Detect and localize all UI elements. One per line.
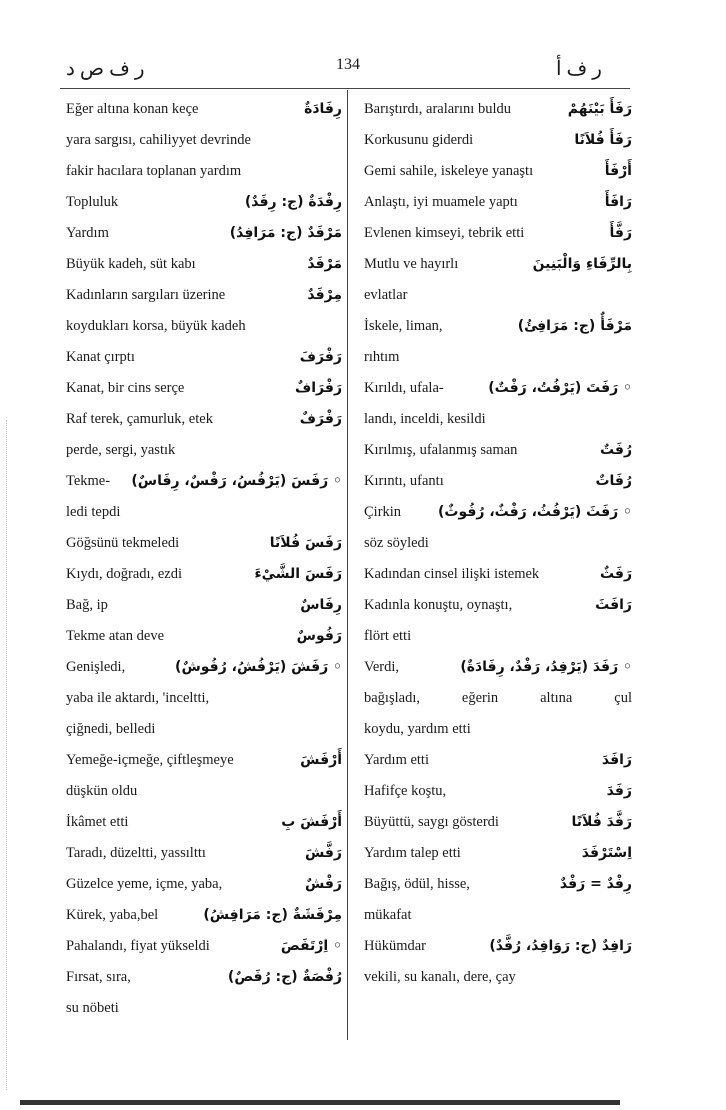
entry-line <box>66 807 342 838</box>
entry-line <box>364 807 632 838</box>
turkish-definition: Kıydı, doğradı, ezdi <box>66 566 182 582</box>
turkish-definition: bağışladı, eğerin altına çul <box>364 690 632 706</box>
scan-edge-bar <box>20 1100 620 1105</box>
turkish-definition: Anlaştı, iyi muamele yaptı <box>364 194 518 210</box>
turkish-definition: İskele, liman, <box>364 318 443 334</box>
turkish-definition: çiğnedi, belledi <box>66 721 156 737</box>
entry-line <box>364 311 632 342</box>
turkish-definition: Genişledi, <box>66 659 126 675</box>
turkish-definition: Raf terek, çamurluk, etek <box>66 411 213 427</box>
arabic-headword: رَفَدَ <box>606 783 632 799</box>
entry-line <box>66 621 342 652</box>
turkish-definition: Korkusunu giderdi <box>364 132 474 148</box>
arabic-headword: رَفَّدَ فُلاَنًا <box>571 814 632 830</box>
arabic-headword: رَافَدَ <box>601 752 632 768</box>
entry-line <box>364 94 632 125</box>
entry-line <box>66 311 342 342</box>
turkish-definition: Barıştırdı, aralarını buldu <box>364 101 511 117</box>
turkish-definition: ledi tepdi <box>66 504 121 520</box>
turkish-definition: Kırılmış, ufalanmış saman <box>364 442 518 458</box>
entry-line <box>66 373 342 404</box>
arabic-headword: رُفْصَةٌ (ج: رُفَصٌ) <box>227 969 342 985</box>
arabic-headword: مِرْفَدٌ <box>307 287 342 303</box>
arabic-headword: رَفْشٌ <box>304 876 342 892</box>
turkish-definition: Büyüttü, saygı gösterdi <box>364 814 499 830</box>
turkish-definition: Gemi sahile, iskeleye yanaştı <box>364 163 534 179</box>
turkish-definition: Verdi, <box>364 659 400 675</box>
turkish-definition: Kırıntı, ufantı <box>364 473 444 489</box>
turkish-definition: Yardım talep etti <box>364 845 461 861</box>
arabic-headword: رَافَأَ <box>604 194 632 210</box>
entry-line <box>66 280 342 311</box>
column-divider <box>347 90 348 1040</box>
entry-line <box>66 776 342 807</box>
entry-line <box>364 869 632 900</box>
entry-line <box>364 559 632 590</box>
header-rule <box>60 88 630 89</box>
entry-line <box>364 187 632 218</box>
entry-line <box>364 404 632 435</box>
arabic-headword: رَفْرَفَ <box>299 349 342 365</box>
entry-line <box>364 962 632 993</box>
entry-line <box>66 404 342 435</box>
turkish-definition: Taradı, düzeltti, yassılttı <box>66 845 206 861</box>
entry-line <box>66 900 342 931</box>
arabic-headword: رِفْدٌ = رَفْدٌ <box>559 876 632 892</box>
entry-line <box>66 962 342 993</box>
turkish-definition: rıhtım <box>364 349 400 365</box>
entry-line <box>66 683 342 714</box>
turkish-definition: Güzelce yeme, içme, yaba, <box>66 876 223 892</box>
arabic-headword: رَفَّأَ <box>609 225 632 241</box>
arabic-headword: رَفَأَ بَيْنَهُمْ <box>567 101 632 117</box>
arabic-headword: ◦ رَفَدَ (يَرْفِدُ، رَفْدٌ، رِفَادَةٌ) <box>460 659 632 675</box>
turkish-definition: Pahalandı, fiyat yükseldi <box>66 938 210 954</box>
turkish-definition: flört etti <box>364 628 412 644</box>
turkish-definition: mükafat <box>364 907 412 923</box>
arabic-headword: رَافِدٌ (ج: رَوَافِدُ، رُفَّدٌ) <box>489 938 632 954</box>
entry-line <box>66 249 342 280</box>
turkish-definition: evlatlar <box>364 287 408 303</box>
entry-line <box>66 497 342 528</box>
turkish-definition: Yardım <box>66 225 109 241</box>
turkish-definition: Bağış, ödül, hisse, <box>364 876 470 892</box>
turkish-definition: Kırıldı, ufala- <box>364 380 444 396</box>
entry-line <box>364 714 632 745</box>
turkish-definition: perde, sergi, yastık <box>66 442 176 458</box>
turkish-definition: Kanat, bir cins serçe <box>66 380 185 396</box>
arabic-headword: أَرْفَأَ <box>604 163 632 179</box>
entry-line <box>364 621 632 652</box>
entry-line <box>66 94 342 125</box>
entry-line <box>364 652 632 683</box>
arabic-headword: رَفَسَ الشَّيْءَ <box>254 566 342 582</box>
entry-line <box>66 931 342 962</box>
turkish-definition: yara sargısı, cahiliyyet devrinde <box>66 132 251 148</box>
entry-line <box>364 373 632 404</box>
entry-line <box>364 156 632 187</box>
turkish-definition: Tekme atan deve <box>66 628 165 644</box>
entry-line <box>364 249 632 280</box>
arabic-headword: ◦ رَفَشَ (يَرْفُشُ، رُفُوشٌ) <box>175 659 342 675</box>
turkish-definition: Göğsünü tekmeledi <box>66 535 180 551</box>
page-edge-dots <box>6 420 8 1090</box>
entry-line <box>66 187 342 218</box>
entry-line <box>364 435 632 466</box>
turkish-definition: Hükümdar <box>364 938 427 954</box>
turkish-definition: Topluluk <box>66 194 119 210</box>
entry-line <box>66 528 342 559</box>
header-right-letters: ر ف أ <box>556 58 602 80</box>
entry-line <box>364 497 632 528</box>
arabic-headword: ◦ اِرْتَفَصَ <box>280 938 342 954</box>
turkish-definition: yaba ile aktardı, 'inceltti, <box>66 690 210 706</box>
arabic-headword: رَفْرَافٌ <box>295 380 342 396</box>
arabic-headword: رِفَاسٌ <box>300 597 342 613</box>
arabic-headword: رَافَثَ <box>595 597 632 613</box>
turkish-definition: Tekme- <box>66 473 111 489</box>
turkish-definition: Büyük kadeh, süt kabı <box>66 256 196 272</box>
turkish-definition: Yardım etti <box>364 752 429 768</box>
page-number: 134 <box>336 56 360 73</box>
entry-line <box>66 156 342 187</box>
entry-line <box>66 745 342 776</box>
entry-line <box>364 342 632 373</box>
entry-line <box>364 466 632 497</box>
turkish-definition: Kanat çırptı <box>66 349 135 365</box>
turkish-definition: koydu, yardım etti <box>364 721 471 737</box>
arabic-headword: ◦ رَفَثَ (يَرْفُثُ، رَفْثٌ، رُفُوثٌ) <box>438 504 632 520</box>
arabic-headword: رَفْرَفٌ <box>299 411 342 427</box>
turkish-definition: Yemeğe-içmeğe, çiftleşmeye <box>66 752 234 768</box>
entry-line <box>364 528 632 559</box>
arabic-headword: مَرْفَدٌ (ج: مَرَافِدُ) <box>229 225 342 241</box>
left-column <box>66 94 342 1024</box>
turkish-definition: Mutlu ve hayırlı <box>364 256 459 272</box>
turkish-definition: vekili, su kanalı, dere, çay <box>364 969 516 985</box>
arabic-headword: رَفَثٌ <box>599 566 632 582</box>
arabic-headword: رِفَادَةٌ <box>304 101 342 117</box>
entry-line <box>364 900 632 931</box>
entry-line <box>364 280 632 311</box>
entry-line <box>364 590 632 621</box>
turkish-definition: İkâmet etti <box>66 814 129 830</box>
arabic-headword: رِفْدَةٌ (ج: رِفَدٌ) <box>244 194 342 210</box>
turkish-definition: Bağ, ip <box>66 597 108 613</box>
arabic-headword: ◦ رَفَتَ (يَرْفُتُ، رَفْتٌ) <box>488 380 632 396</box>
entry-line <box>66 125 342 156</box>
arabic-headword: ◦ رَفَسَ (يَرْفُسُ، رَفْسٌ، رِفَاسٌ) <box>131 473 342 489</box>
entry-line <box>66 590 342 621</box>
turkish-definition: su nöbeti <box>66 1000 119 1016</box>
entry-line <box>364 745 632 776</box>
arabic-headword: أَرْفَشَ <box>300 752 342 768</box>
arabic-headword: مَرْفَدٌ <box>307 256 342 272</box>
entry-line <box>364 218 632 249</box>
arabic-headword: أَرْفَشَ بِ <box>281 814 342 830</box>
right-column <box>364 94 632 993</box>
turkish-definition: Kürek, yaba,bel <box>66 907 159 923</box>
turkish-definition: fakir hacılara toplanan yardım <box>66 163 242 179</box>
entry-line <box>66 869 342 900</box>
arabic-headword: مِرْفَشَةٌ (ج: مَرَافِشُ) <box>203 907 342 923</box>
entry-line <box>66 993 342 1024</box>
entry-line <box>364 683 632 714</box>
arabic-headword: رُفَتٌ <box>599 442 632 458</box>
entry-line <box>66 714 342 745</box>
entry-line <box>66 838 342 869</box>
arabic-headword: رَفَأَ فُلاَنًا <box>574 132 632 148</box>
turkish-definition: söz söyledi <box>364 535 429 551</box>
entry-line <box>66 466 342 497</box>
entry-line <box>66 218 342 249</box>
turkish-definition: Çirkin <box>364 504 402 520</box>
entry-line <box>66 559 342 590</box>
arabic-headword: رَفُوسٌ <box>296 628 342 644</box>
entry-line <box>364 931 632 962</box>
arabic-headword: اِسْتَرْفَدَ <box>581 845 632 861</box>
entry-line <box>364 125 632 156</box>
entry-line <box>364 838 632 869</box>
turkish-definition: düşkün oldu <box>66 783 138 799</box>
turkish-definition: Eğer altına konan keçe <box>66 101 199 117</box>
turkish-definition: koydukları korsa, büyük kadeh <box>66 318 246 334</box>
arabic-headword: مَرْفَأٌ (ج: مَرَافِئُ) <box>517 318 632 334</box>
turkish-definition: Evlenen kimseyi, tebrik etti <box>364 225 525 241</box>
header-left-letters: ر ف ص د <box>66 58 145 80</box>
turkish-definition: Kadınla konuştu, oynaştı, <box>364 597 513 613</box>
arabic-headword: رَفَّشَ <box>304 845 342 861</box>
turkish-definition: Hafifçe koştu, <box>364 783 447 799</box>
turkish-definition: Kadınların sargıları üzerine <box>66 287 226 303</box>
entry-line <box>66 435 342 466</box>
entry-line <box>66 652 342 683</box>
turkish-definition: Fırsat, sıra, <box>66 969 131 985</box>
arabic-headword: بِالرِّفَاءِ وَالْبَنِينَ <box>532 256 632 272</box>
arabic-headword: رَفَسَ فُلاَنًا <box>269 535 342 551</box>
turkish-definition: Kadından cinsel ilişki istemek <box>364 566 540 582</box>
arabic-headword: رُفَاتٌ <box>595 473 632 489</box>
entry-line <box>364 776 632 807</box>
turkish-definition: landı, inceldi, kesildi <box>364 411 486 427</box>
entry-line <box>66 342 342 373</box>
